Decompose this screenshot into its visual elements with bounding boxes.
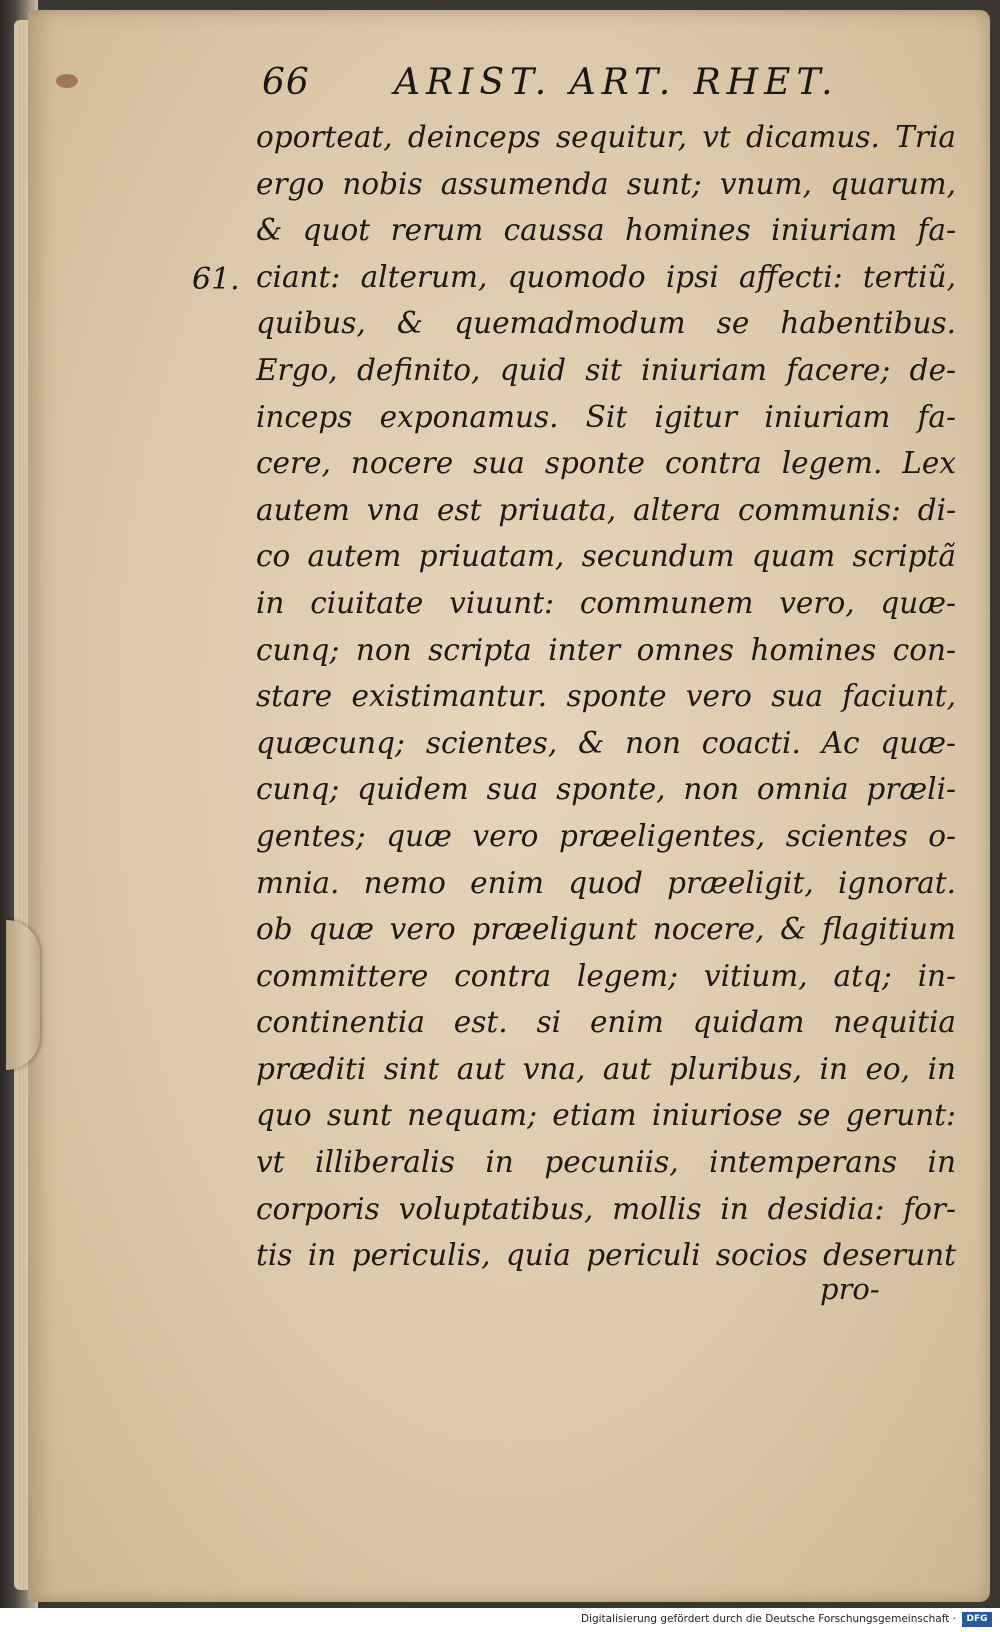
text-line: cunq; quidem sua sponte, non omnia præli- [256,772,956,807]
text-line: inceps exponamus. Sit igitur iniuriam fa- [256,399,956,434]
running-head-title: ARIST. ART. RHET. [394,62,839,103]
catchword: pro- [820,1272,880,1306]
text-line: præditi sint aut vna, aut pluribus, in eo, in [256,1051,956,1086]
text-line: quo sunt nequam; etiam iniuriose se gerunt: [256,1098,956,1133]
dfg-logo: DFG [962,1612,992,1627]
text-line: mnia. nemo enim quod præeligit, ignorat. [256,865,956,900]
text-line: ob quæ vero præeligunt nocere, & flagitium [256,912,956,947]
text-line: co autem priuatam, secundum quam scriptã [256,539,956,574]
text-line: quæcunq; scientes, & non coacti. Ac quæ- [256,725,956,760]
text-line: oporteat, deinceps sequitur, vt dicamus. Tria [256,120,956,154]
text-line: cunq; non scripta inter omnes homines con- [256,632,956,667]
text-line: ciant: alterum, quomodo ipsi affecti: tertiũ, [256,259,956,294]
text-line: gentes; quæ vero præeligentes, scientes o- [256,818,956,853]
text-line: Ergo, definito, quid sit iniuriam facere; de- [256,352,956,387]
text-line: autem vna est priuata, altera communis: di- [256,492,956,527]
text-line: cere, nocere sua sponte contra legem. Lex [256,446,956,481]
digitization-footer [0,1608,1000,1632]
body-text [256,114,956,1279]
text-line: continentia est. si enim quidam nequitia [256,1005,956,1040]
text-line: vt illiberalis in pecuniis, intemperans in [256,1145,956,1180]
text-line: & quot rerum caussa homines iniuriam fa- [256,213,956,248]
book-clasp [6,920,40,1070]
text-line: in ciuitate viuunt: communem vero, quæ- [256,585,956,620]
text-line: tis in periculis, quia periculi socios deserunt [256,1238,956,1273]
text-line: stare existimantur. sponte vero sua faciunt, [256,679,956,714]
text-line: ergo nobis assumenda sunt; vnum, quarum, [256,166,956,201]
funding-credit: Digitalisierung gefördert durch die Deutsche Forschungsgemeinschaft · [580,1613,956,1625]
ink-stain [56,74,78,88]
running-header [262,62,882,112]
page-number: 66 [262,62,310,103]
text-line: corporis voluptatibus, mollis in desidia: for- [256,1191,956,1226]
text-line: committere contra legem; vitium, atq; in- [256,958,956,993]
text-line: quibus, & quemadmodum se habentibus. [256,306,956,341]
margin-note-number: 61. [192,262,240,297]
